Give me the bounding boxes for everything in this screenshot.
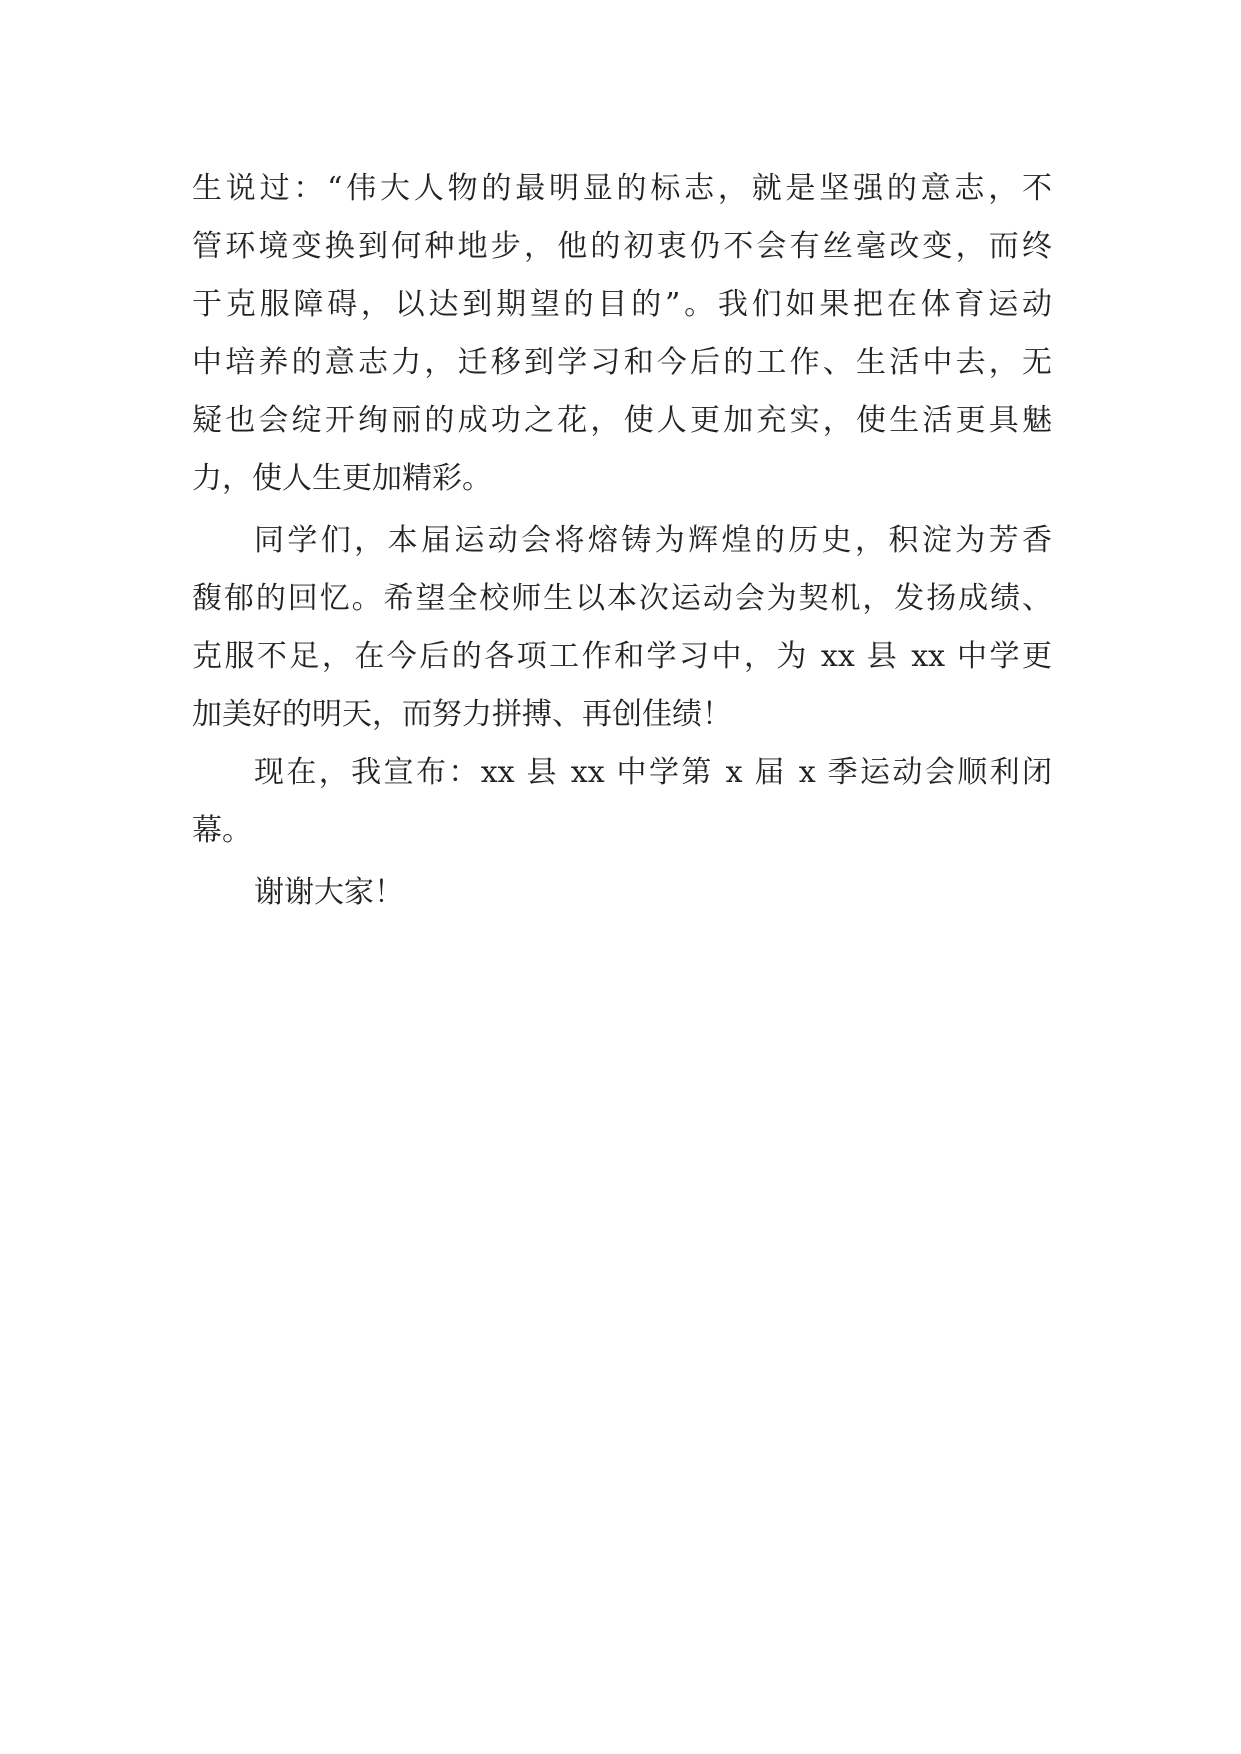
paragraph-2	[192, 512, 1052, 744]
paragraph-line: 管环境变换到何种地步，他的初衷仍不会有丝毫改变，而终	[192, 229, 1052, 264]
document-body	[192, 160, 1052, 922]
paragraph-3	[192, 744, 1052, 860]
closing-line: 谢谢大家！	[254, 875, 404, 910]
paragraph-line: 克服不足，在今后的各项工作和学习中，为 xx 县 xx 中学更	[192, 639, 1052, 674]
paragraph-line: 疑也会绽开绚丽的成功之花，使人更加充实，使生活更具魅	[192, 403, 1052, 438]
paragraph-4	[192, 864, 1052, 922]
paragraph-line: 力，使人生更加精彩。	[192, 461, 492, 496]
paragraph-line: 同学们，本届运动会将熔铸为辉煌的历史，积淀为芳香	[254, 523, 1052, 558]
paragraph-line: 幕。	[192, 813, 252, 848]
paragraph-1	[192, 160, 1052, 508]
paragraph-line: 现在，我宣布：xx 县 xx 中学第 x 届 x 季运动会顺利闭	[254, 755, 1052, 790]
paragraph-line: 中培养的意志力，迁移到学习和今后的工作、生活中去，无	[192, 345, 1052, 380]
paragraph-line: 于克服障碍，以达到期望的目的”。我们如果把在体育运动	[192, 287, 1052, 322]
paragraph-line: 馥郁的回忆。希望全校师生以本次运动会为契机，发扬成绩、	[192, 581, 1052, 616]
paragraph-line: 生说过：“伟大人物的最明显的标志，就是坚强的意志，不	[192, 171, 1052, 206]
paragraph-line: 加美好的明天，而努力拼搏、再创佳绩！	[192, 697, 732, 732]
